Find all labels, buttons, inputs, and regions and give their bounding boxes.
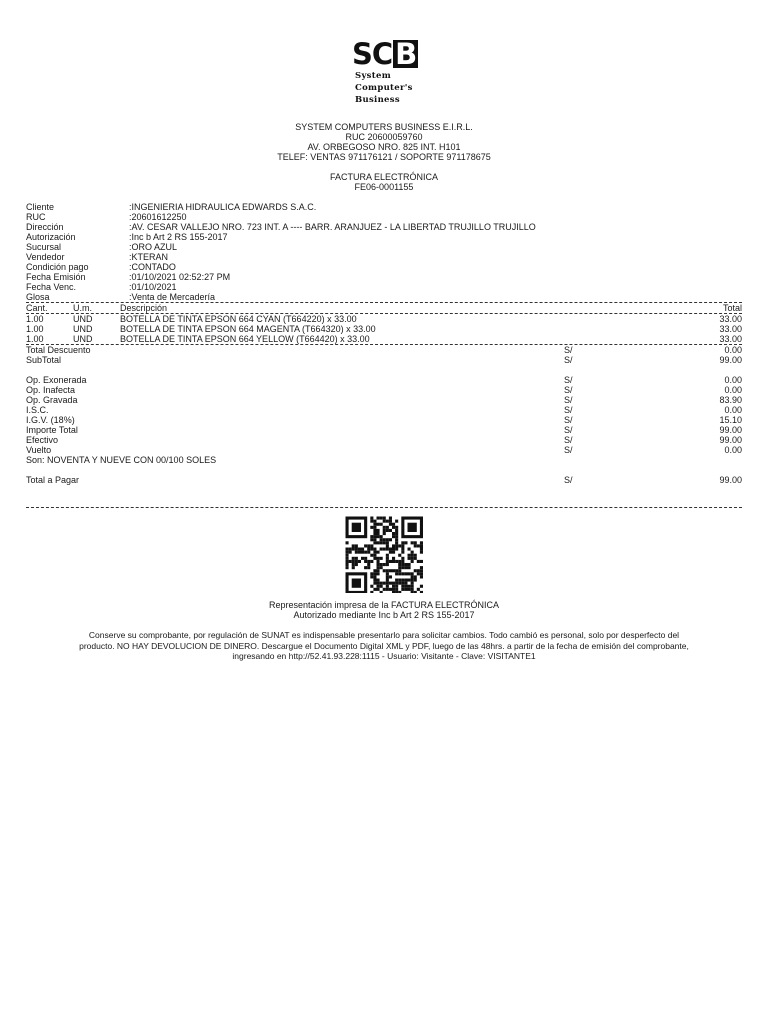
cell-cant: 1.00: [26, 334, 44, 344]
info-value: :Venta de Mercadería: [129, 292, 216, 302]
col-header-cant: Cant.: [26, 303, 48, 313]
total-label: Op. Gravada: [26, 395, 78, 405]
info-label: RUC: [26, 212, 46, 222]
total-currency: S/: [564, 425, 573, 435]
info-row-cliente: [26, 202, 536, 212]
table-row: [26, 314, 742, 324]
total-to-pay: [26, 475, 742, 485]
total-value: 0.00: [724, 405, 742, 415]
amount-in-words: [26, 455, 742, 465]
info-value: :01/10/2021: [129, 282, 177, 292]
logo-mark: [352, 37, 418, 71]
total-row: [26, 395, 742, 405]
info-value: :ORO AZUL: [129, 242, 178, 252]
total-currency: S/: [564, 395, 573, 405]
info-value: :20601612250: [129, 212, 187, 222]
info-value: :01/10/2021 02:52:27 PM: [129, 272, 231, 282]
cell-um: UND: [73, 314, 93, 324]
total-row: [26, 425, 742, 435]
total-row: [26, 375, 742, 385]
info-row-glosa: [26, 292, 536, 302]
tax-breakdown: [26, 375, 742, 465]
total-value: 0.00: [724, 445, 742, 455]
info-row-ruc: [26, 212, 536, 222]
info-row-sucursal: [26, 242, 536, 252]
company-address: AV. ORBEGOSO NRO. 825 INT. H101: [307, 142, 461, 152]
total-currency: S/: [564, 405, 573, 415]
info-value: :KTERAN: [129, 252, 169, 262]
totals-summary: [26, 345, 742, 365]
logo-word-1: System: [355, 71, 391, 81]
authorization-line: Autorizado mediante Inc b Art 2 RS 155-2017: [293, 610, 475, 620]
col-header-um: U.m.: [73, 303, 92, 313]
total-label: I.G.V. (18%): [26, 415, 75, 425]
total-value: 99.00: [719, 435, 742, 445]
info-value: :AV. CESAR VALLEJO NRO. 723 INT. A ---- BARR. ARANJUEZ - LA LIBERTAD TRUJILLO TRUJILLO: [129, 222, 536, 232]
info-value: :Inc b Art 2 RS 155-2017: [129, 232, 228, 242]
info-value: :CONTADO: [129, 262, 176, 272]
info-row-autorizacion: [26, 232, 536, 242]
total-currency: S/: [564, 435, 573, 445]
info-label: Condición pago: [26, 262, 89, 272]
amount-words-text: Son: NOVENTA Y NUEVE CON 00/100 SOLES: [26, 455, 217, 465]
table-header: [26, 303, 742, 313]
total-label: Total a Pagar: [26, 475, 80, 485]
company-header: [0, 122, 768, 162]
total-currency: S/: [564, 375, 573, 385]
legal-line: Conserve su comprobante, por regulación de SUNAT es indispensable presentarlo para solicitar cambios. Todo cambió es personal, solo por desperfecto del: [88, 630, 680, 640]
total-value: 0.00: [724, 375, 742, 385]
total-currency: S/: [564, 385, 573, 395]
total-label: Total Descuento: [26, 345, 91, 355]
info-label: Dirección: [26, 222, 64, 232]
company-phone: TELEF: VENTAS 971176121 / SOPORTE 971178675: [277, 152, 491, 162]
total-currency: S/: [564, 355, 573, 365]
legal-line: producto. NO HAY DEVOLUCION DE DINERO. Descargue el Documento Digital XML y PDF, luego de las 48hrs. a partir de la fecha de emisión del comprobante,: [79, 640, 689, 651]
info-label: Cliente: [26, 202, 55, 212]
info-label: Glosa: [26, 292, 50, 302]
total-currency: S/: [564, 345, 573, 355]
company-logo: [352, 37, 422, 108]
cell-total: 33.00: [719, 334, 742, 344]
total-row: [26, 415, 742, 425]
cell-total: 33.00: [719, 324, 742, 334]
cell-cant: 1.00: [26, 324, 44, 334]
total-value: 99.00: [719, 355, 742, 365]
total-value: 99.00: [719, 475, 742, 485]
company-ruc: RUC 20600059760: [345, 132, 423, 142]
col-header-desc: Descripción: [120, 303, 168, 313]
info-label: Sucursal: [26, 242, 62, 252]
total-row: [26, 445, 742, 455]
info-row-fecha-venc: [26, 282, 536, 292]
info-row-vendedor: [26, 252, 536, 262]
total-row: [26, 475, 742, 485]
qr-code-image: [344, 515, 424, 593]
total-value: 83.90: [719, 395, 742, 405]
col-header-total: Total: [722, 303, 742, 313]
cell-desc: BOTELLA DE TINTA EPSON 664 YELLOW (T664420) x 33.00: [120, 334, 370, 344]
document-type: FACTURA ELECTRÓNICA: [329, 172, 439, 182]
legal-line: ingresando en http://52.41.93.228:1115 - Usuario: Visitante - Clave: VISITANTE1: [232, 651, 536, 661]
items-table: [26, 303, 742, 344]
info-value: :INGENIERIA HIDRAULICA EDWARDS S.A.C.: [129, 202, 317, 212]
total-value: 0.00: [724, 385, 742, 395]
document-number: FE06-0001155: [354, 182, 414, 192]
total-label: SubTotal: [26, 355, 62, 365]
total-row: [26, 345, 742, 355]
total-label: Op. Inafecta: [26, 385, 76, 395]
cell-desc: BOTELLA DE TINTA EPSON 664 MAGENTA (T664320) x 33.00: [120, 324, 376, 334]
legal-notice: [30, 630, 738, 662]
total-value: 99.00: [719, 425, 742, 435]
representation-note: [0, 600, 768, 620]
total-label: Vuelto: [26, 445, 52, 455]
total-currency: S/: [564, 415, 573, 425]
total-label: I.S.C.: [26, 405, 49, 415]
divider: [26, 507, 742, 508]
total-value: 0.00: [724, 345, 742, 355]
total-row: [26, 405, 742, 415]
cell-um: UND: [73, 324, 93, 334]
info-label: Autorización: [26, 232, 76, 242]
info-row-condicion-pago: [26, 262, 536, 272]
total-currency: S/: [564, 475, 573, 485]
cell-cant: 1.00: [26, 314, 44, 324]
cell-um: UND: [73, 334, 93, 344]
total-label: Efectivo: [26, 435, 59, 445]
total-label: Op. Exonerada: [26, 375, 87, 385]
total-row: [26, 385, 742, 395]
customer-info: [26, 202, 536, 302]
document-title: [0, 172, 768, 192]
cell-desc: BOTELLA DE TINTA EPSON 664 CYAN (T664220) x 33.00: [120, 314, 357, 324]
logo-word-2: Computer's: [355, 83, 413, 93]
logo-words: [355, 70, 413, 106]
info-row-fecha-emision: [26, 272, 536, 282]
info-label: Fecha Venc.: [26, 282, 77, 292]
table-row: [26, 334, 742, 344]
representation-line: Representación impresa de la FACTURA ELECTRÓNICA: [268, 600, 500, 610]
cell-total: 33.00: [719, 314, 742, 324]
logo-word-3: Business: [355, 95, 400, 105]
info-row-direccion: [26, 222, 536, 232]
company-name: SYSTEM COMPUTERS BUSINESS E.I.R.L.: [295, 122, 473, 132]
logo-mark-sc: SC: [352, 37, 393, 71]
total-value: 15.10: [719, 415, 742, 425]
total-row: [26, 355, 742, 365]
info-label: Vendedor: [26, 252, 65, 262]
total-row: [26, 435, 742, 445]
logo-mark-b: B: [395, 37, 417, 71]
info-label: Fecha Emisión: [26, 272, 86, 282]
total-label: Importe Total: [26, 425, 78, 435]
total-currency: S/: [564, 445, 573, 455]
table-row: [26, 324, 742, 334]
